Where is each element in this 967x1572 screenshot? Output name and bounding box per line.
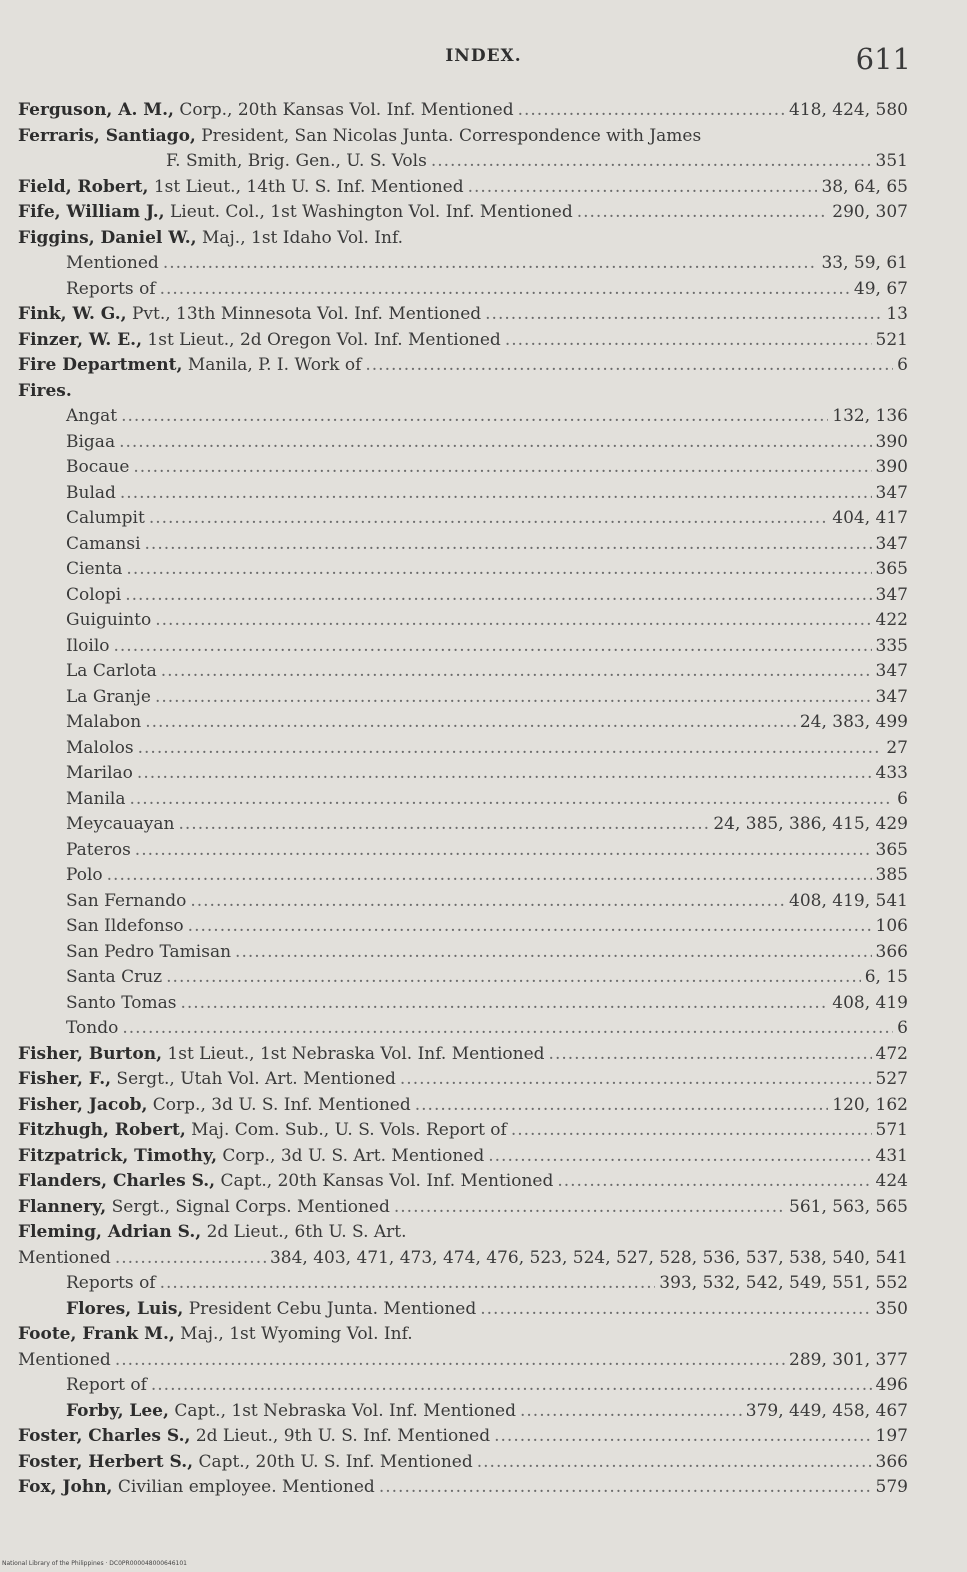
entry-label — [18, 304, 481, 324]
index-entry — [18, 1018, 908, 1044]
leader-dots — [107, 865, 872, 885]
entry-description: Santo Tomas — [66, 992, 177, 1013]
entry-label — [18, 1350, 111, 1370]
entry-label — [18, 1248, 111, 1268]
entry-pages: 408, 419, 541 — [789, 890, 908, 911]
leader-dots — [480, 1299, 871, 1319]
entry-description: Sergt., Signal Corps. Mentioned — [106, 1196, 390, 1217]
entry-label — [18, 763, 133, 783]
entry-description: Iloilo — [66, 635, 110, 656]
entry-pages: 472 — [875, 1043, 908, 1064]
entry-pages: 571 — [875, 1120, 908, 1140]
entry-pages: 431 — [875, 1145, 908, 1166]
entry-pages: 38, 64, 65 — [821, 176, 908, 197]
entry-name: Flores, Luis, — [66, 1298, 184, 1319]
entry-description: Camansi — [66, 533, 141, 554]
leader-dots — [549, 1044, 872, 1064]
leader-dots — [365, 355, 893, 375]
entry-pages: 424 — [875, 1171, 908, 1191]
entry-label — [18, 1426, 490, 1446]
entry-pages: 6 — [897, 1018, 908, 1038]
entry-description: Reports of — [66, 1273, 156, 1293]
entry-label — [18, 483, 116, 503]
entry-pages: 106 — [875, 916, 908, 936]
entry-pages: 521 — [875, 329, 908, 350]
entry-pages: 197 — [875, 1426, 908, 1446]
entry-description: 2d Lieut., 9th U. S. Inf. Mentioned — [190, 1426, 491, 1446]
leader-dots — [121, 406, 828, 426]
entry-description: President, San Nicolas Junta. Correspondence with James — [195, 125, 702, 146]
entry-label — [18, 1324, 413, 1344]
entry-name: Fitzhugh, Robert, — [18, 1120, 186, 1140]
entry-description: Bulad — [66, 482, 116, 503]
index-entry — [18, 432, 908, 458]
entry-pages: 384, 403, 471, 473, 474, 476, 523, 524, 527, 528, 536, 537, 538, 540, 541 — [269, 1247, 908, 1268]
entry-label — [18, 1401, 516, 1421]
entry-description: Meycauayan — [66, 814, 175, 834]
entry-pages: 366 — [875, 941, 908, 962]
index-entry — [18, 1095, 908, 1121]
entry-name: Field, Robert, — [18, 176, 149, 197]
entry-label — [18, 1120, 507, 1140]
entry-description: 1st Lieut., 2d Oregon Vol. Inf. Mentioned — [142, 329, 501, 350]
index-entry — [18, 661, 908, 687]
entry-label — [18, 330, 501, 350]
entry-name: Ferguson, A. M., — [18, 100, 174, 120]
entry-description: Maj., 1st Wyoming Vol. Inf. — [174, 1324, 413, 1344]
index-entry — [18, 1120, 908, 1146]
entry-pages: 404, 417 — [832, 508, 908, 528]
entry-name: Fife, William J., — [18, 202, 165, 222]
entry-description: F. Smith, Brig. Gen., U. S. Vols — [166, 151, 427, 171]
leader-dots — [494, 1426, 871, 1446]
entry-label — [18, 202, 573, 222]
index-entry — [18, 840, 908, 866]
entry-description: Bocaue — [66, 457, 130, 477]
entry-description: Corp., 20th Kansas Vol. Inf. Mentioned — [173, 100, 514, 120]
entry-description: Report of — [66, 1375, 147, 1395]
entry-pages: 347 — [875, 686, 908, 707]
entry-description: Tondo — [66, 1018, 119, 1038]
leader-dots — [161, 661, 872, 681]
entry-pages: 365 — [875, 559, 908, 579]
index-entry — [18, 253, 908, 279]
entry-pages: 347 — [875, 533, 908, 554]
index-entry — [18, 916, 908, 942]
index-entry — [18, 993, 908, 1019]
leader-dots — [485, 304, 882, 324]
entry-name: Forby, Lee, — [66, 1400, 169, 1421]
entry-label — [18, 1452, 473, 1472]
index-entry — [18, 585, 908, 611]
leader-dots — [151, 1375, 872, 1395]
index-entry — [18, 636, 908, 662]
index-entry — [18, 1146, 908, 1172]
index-entry — [18, 126, 908, 152]
entry-description: La Carlota — [66, 661, 157, 681]
page-number: 611 — [855, 42, 911, 76]
leader-dots — [166, 967, 861, 987]
leader-dots — [577, 202, 829, 222]
entry-description: Polo — [66, 865, 103, 885]
index-entry — [18, 865, 908, 891]
entry-pages: 393, 532, 542, 549, 551, 552 — [659, 1273, 908, 1293]
entry-label — [18, 610, 151, 630]
leader-dots — [120, 483, 872, 503]
leader-dots — [133, 457, 871, 477]
leader-dots — [518, 100, 785, 120]
leader-dots — [119, 432, 871, 452]
entry-pages: 49, 67 — [853, 278, 908, 299]
entry-pages: 27 — [886, 737, 908, 758]
entry-label — [18, 228, 403, 248]
entry-pages: 561, 563, 565 — [789, 1196, 908, 1217]
index-entry — [18, 508, 908, 534]
entry-name: Foster, Charles S., — [18, 1426, 191, 1446]
entry-name: Fisher, F., — [18, 1069, 112, 1089]
entry-label — [18, 1018, 118, 1038]
entry-name: Finzer, W. E., — [18, 329, 142, 350]
entry-pages: 347 — [875, 482, 908, 503]
entry-label — [18, 891, 186, 911]
entry-label — [18, 534, 141, 554]
entry-pages: 366 — [875, 1451, 908, 1472]
entry-pages: 390 — [875, 457, 908, 477]
entry-pages: 408, 419 — [832, 992, 908, 1013]
index-entry — [18, 1452, 908, 1478]
leader-dots — [477, 1452, 872, 1472]
entry-label — [18, 967, 162, 987]
index-entries — [18, 100, 908, 1503]
entry-description: Angat — [66, 406, 118, 426]
entry-pages: 496 — [875, 1375, 908, 1395]
entry-label — [18, 1069, 396, 1089]
index-entry — [18, 712, 908, 738]
index-entry — [18, 355, 908, 381]
scan-credit: National Library of the Philippines · DC0PR000048000646101 — [2, 1560, 187, 1567]
entry-description: Bigaa — [66, 431, 116, 452]
leader-dots — [179, 814, 710, 834]
index-entry — [18, 559, 908, 585]
entry-pages: 365 — [875, 839, 908, 860]
leader-dots — [160, 279, 850, 299]
leader-dots — [400, 1069, 872, 1089]
index-entry — [18, 177, 908, 203]
index-entry — [18, 1426, 908, 1452]
index-entry — [18, 151, 908, 177]
entry-description: Marilao — [66, 763, 133, 783]
entry-description: 1st Lieut., 14th U. S. Inf. Mentioned — [148, 176, 464, 197]
entry-description: Cienta — [66, 559, 123, 579]
index-entry — [18, 967, 908, 993]
index-entry — [18, 763, 908, 789]
index-entry — [18, 279, 908, 305]
index-entry — [18, 687, 908, 713]
leader-dots — [115, 1350, 785, 1370]
entry-description: Mentioned — [18, 1247, 111, 1268]
entry-label — [18, 279, 156, 299]
entry-pages: 347 — [875, 584, 908, 605]
entry-description: Mentioned — [66, 253, 159, 273]
entry-label — [18, 636, 110, 656]
leader-dots — [394, 1197, 785, 1217]
entry-name: Fleming, Adrian S., — [18, 1222, 202, 1242]
index-entry — [18, 406, 908, 432]
entry-description: San Ildefonso — [66, 916, 184, 936]
index-entry — [18, 738, 908, 764]
leader-dots — [180, 993, 828, 1013]
entry-name: Flannery, — [18, 1196, 107, 1217]
leader-dots — [145, 712, 796, 732]
entry-pages: 527 — [875, 1069, 908, 1089]
index-entry — [18, 1069, 908, 1095]
index-entry — [18, 1248, 908, 1274]
index-entry — [18, 1350, 908, 1376]
leader-dots — [126, 559, 871, 579]
entry-pages: 433 — [875, 763, 908, 783]
entry-pages: 24, 385, 386, 415, 429 — [713, 814, 908, 834]
entry-description: Reports of — [66, 278, 156, 299]
entry-label — [18, 1171, 553, 1191]
entry-description: Mentioned — [18, 1349, 111, 1370]
index-entry — [18, 1401, 908, 1427]
entry-label — [18, 993, 176, 1013]
index-entry — [18, 483, 908, 509]
entry-description: Capt., 20th U. S. Inf. Mentioned — [193, 1451, 473, 1472]
entry-description: San Pedro Tamisan — [66, 941, 232, 962]
entry-description: La Granje — [66, 686, 151, 707]
entry-label — [18, 1273, 156, 1293]
index-entry — [18, 1273, 908, 1299]
leader-dots — [511, 1120, 872, 1140]
entry-description: Civilian employee. Mentioned — [112, 1477, 375, 1497]
entry-description: Pvt., 13th Minnesota Vol. Inf. Mentioned — [126, 304, 482, 324]
entry-label — [18, 865, 103, 885]
entry-name: Foster, Herbert S., — [18, 1451, 194, 1472]
entry-description: Santa Cruz — [66, 967, 163, 987]
entry-label — [18, 1095, 411, 1115]
entry-pages: 579 — [875, 1477, 908, 1497]
leader-dots — [155, 610, 871, 630]
entry-label — [18, 738, 134, 758]
entry-label — [18, 1299, 476, 1319]
entry-label — [18, 1044, 545, 1064]
entry-label — [18, 381, 72, 401]
index-entry — [18, 891, 908, 917]
entry-name: Foote, Frank M., — [18, 1324, 175, 1344]
entry-label — [18, 406, 117, 426]
entry-label — [18, 942, 231, 962]
leader-dots — [135, 840, 872, 860]
entry-pages: 24, 383, 499 — [799, 712, 908, 732]
index-entry — [18, 1375, 908, 1401]
leader-dots — [122, 1018, 893, 1038]
leader-dots — [114, 636, 872, 656]
entry-label — [18, 1222, 407, 1242]
entry-pages: 6, 15 — [864, 967, 908, 987]
entry-name: Flanders, Charles S., — [18, 1171, 216, 1191]
leader-dots — [431, 151, 872, 171]
index-entry — [18, 304, 908, 330]
leader-dots — [115, 1248, 266, 1268]
entry-label — [18, 355, 361, 375]
index-entry — [18, 610, 908, 636]
entry-pages: 289, 301, 377 — [789, 1349, 908, 1370]
entry-label — [18, 508, 145, 528]
page-title: INDEX. — [445, 46, 522, 66]
entry-pages: 379, 449, 458, 467 — [745, 1400, 908, 1421]
entry-description: Corp., 3d U. S. Art. Mentioned — [217, 1145, 485, 1166]
entry-label — [18, 151, 427, 171]
leader-dots — [160, 1273, 656, 1293]
leader-dots — [488, 1146, 871, 1166]
entry-description: Manila — [66, 788, 126, 809]
index-entry — [18, 330, 908, 356]
entry-pages: 422 — [875, 610, 908, 630]
entry-label — [18, 1146, 484, 1166]
entry-pages: 351 — [875, 151, 908, 171]
index-entry — [18, 1299, 908, 1325]
leader-dots — [468, 177, 818, 197]
index-entry — [18, 228, 908, 254]
index-entry — [18, 814, 908, 840]
leader-dots — [145, 534, 872, 554]
entry-name: Figgins, Daniel W., — [18, 227, 197, 248]
index-entry — [18, 942, 908, 968]
entry-description: 2d Lieut., 6th U. S. Art. — [201, 1222, 407, 1242]
leader-dots — [190, 891, 785, 911]
entry-description: Manila, P. I. Work of — [182, 355, 362, 375]
leader-dots — [138, 738, 883, 758]
entry-description: Lieut. Col., 1st Washington Vol. Inf. Mentioned — [164, 202, 573, 222]
entry-description: Pateros — [66, 839, 131, 860]
entry-description: San Fernando — [66, 890, 187, 911]
entry-pages: 418, 424, 580 — [789, 100, 908, 120]
entry-pages: 6 — [897, 788, 908, 809]
index-entry — [18, 1324, 908, 1350]
entry-name: Fitzpatrick, Timothy, — [18, 1145, 217, 1166]
leader-dots — [505, 330, 872, 350]
index-entry — [18, 202, 908, 228]
entry-label — [18, 432, 115, 452]
index-entry — [18, 100, 908, 126]
entry-description: Calumpit — [66, 508, 145, 528]
entry-label — [18, 712, 141, 732]
entry-pages: 120, 162 — [832, 1094, 908, 1115]
entry-name: Fisher, Burton, — [18, 1043, 162, 1064]
index-entry — [18, 1477, 908, 1503]
leader-dots — [130, 789, 894, 809]
entry-label — [18, 789, 126, 809]
entry-label — [18, 814, 175, 834]
entry-description: President Cebu Junta. Mentioned — [183, 1298, 477, 1319]
leader-dots — [137, 763, 872, 783]
entry-name: Fisher, Jacob, — [18, 1094, 148, 1115]
entry-description: Maj. Com. Sub., U. S. Vols. Report of — [185, 1120, 507, 1140]
index-entry — [18, 789, 908, 815]
entry-label — [18, 840, 131, 860]
entry-description: Maj., 1st Idaho Vol. Inf. — [196, 227, 404, 248]
entry-pages: 290, 307 — [832, 202, 908, 222]
index-entry — [18, 1197, 908, 1223]
leader-dots — [235, 942, 872, 962]
entry-label — [18, 1375, 147, 1395]
entry-pages: 335 — [875, 635, 908, 656]
entry-label — [18, 687, 151, 707]
leader-dots — [379, 1477, 872, 1497]
entry-pages: 390 — [875, 431, 908, 452]
entry-description: Guiguinto — [66, 610, 152, 630]
entry-label — [18, 559, 122, 579]
leader-dots — [415, 1095, 829, 1115]
entry-name: Fire Department, — [18, 355, 183, 375]
entry-label — [18, 916, 184, 936]
leader-dots — [163, 253, 818, 273]
entry-pages: 385 — [875, 865, 908, 885]
leader-dots — [125, 585, 871, 605]
entry-label — [18, 253, 159, 273]
entry-label — [18, 585, 121, 605]
leader-dots — [188, 916, 872, 936]
entry-name: Fires. — [18, 380, 72, 401]
index-entry — [18, 534, 908, 560]
leader-dots — [557, 1171, 871, 1191]
entry-description: Capt., 1st Nebraska Vol. Inf. Mentioned — [168, 1400, 516, 1421]
entry-pages: 6 — [897, 355, 908, 375]
entry-pages: 350 — [875, 1298, 908, 1319]
leader-dots — [149, 508, 828, 528]
index-entry — [18, 1171, 908, 1197]
leader-dots — [520, 1401, 742, 1421]
entry-pages: 13 — [886, 304, 908, 324]
entry-pages: 33, 59, 61 — [821, 253, 908, 273]
entry-label — [18, 1197, 390, 1217]
index-entry — [18, 381, 908, 407]
index-entry — [18, 457, 908, 483]
entry-name: Fink, W. G., — [18, 304, 127, 324]
entry-pages: 347 — [875, 661, 908, 681]
entry-label — [18, 126, 701, 146]
entry-description: Capt., 20th Kansas Vol. Inf. Mentioned — [215, 1171, 554, 1191]
entry-name: Ferraris, Santiago, — [18, 125, 196, 146]
entry-description: Malabon — [66, 712, 142, 732]
entry-label — [18, 457, 129, 477]
entry-label — [18, 177, 464, 197]
index-entry — [18, 1044, 908, 1070]
entry-label — [18, 1477, 375, 1497]
entry-name: Fox, John, — [18, 1477, 113, 1497]
index-entry — [18, 1222, 908, 1248]
entry-description: Corp., 3d U. S. Inf. Mentioned — [147, 1094, 411, 1115]
entry-description: Sergt., Utah Vol. Art. Mentioned — [111, 1069, 396, 1089]
leader-dots — [155, 687, 872, 707]
entry-description: Malolos — [66, 737, 134, 758]
entry-description: 1st Lieut., 1st Nebraska Vol. Inf. Mentioned — [162, 1043, 545, 1064]
entry-label — [18, 661, 157, 681]
entry-pages: 132, 136 — [832, 406, 908, 426]
entry-description: Colopi — [66, 584, 122, 605]
entry-label — [18, 100, 514, 120]
